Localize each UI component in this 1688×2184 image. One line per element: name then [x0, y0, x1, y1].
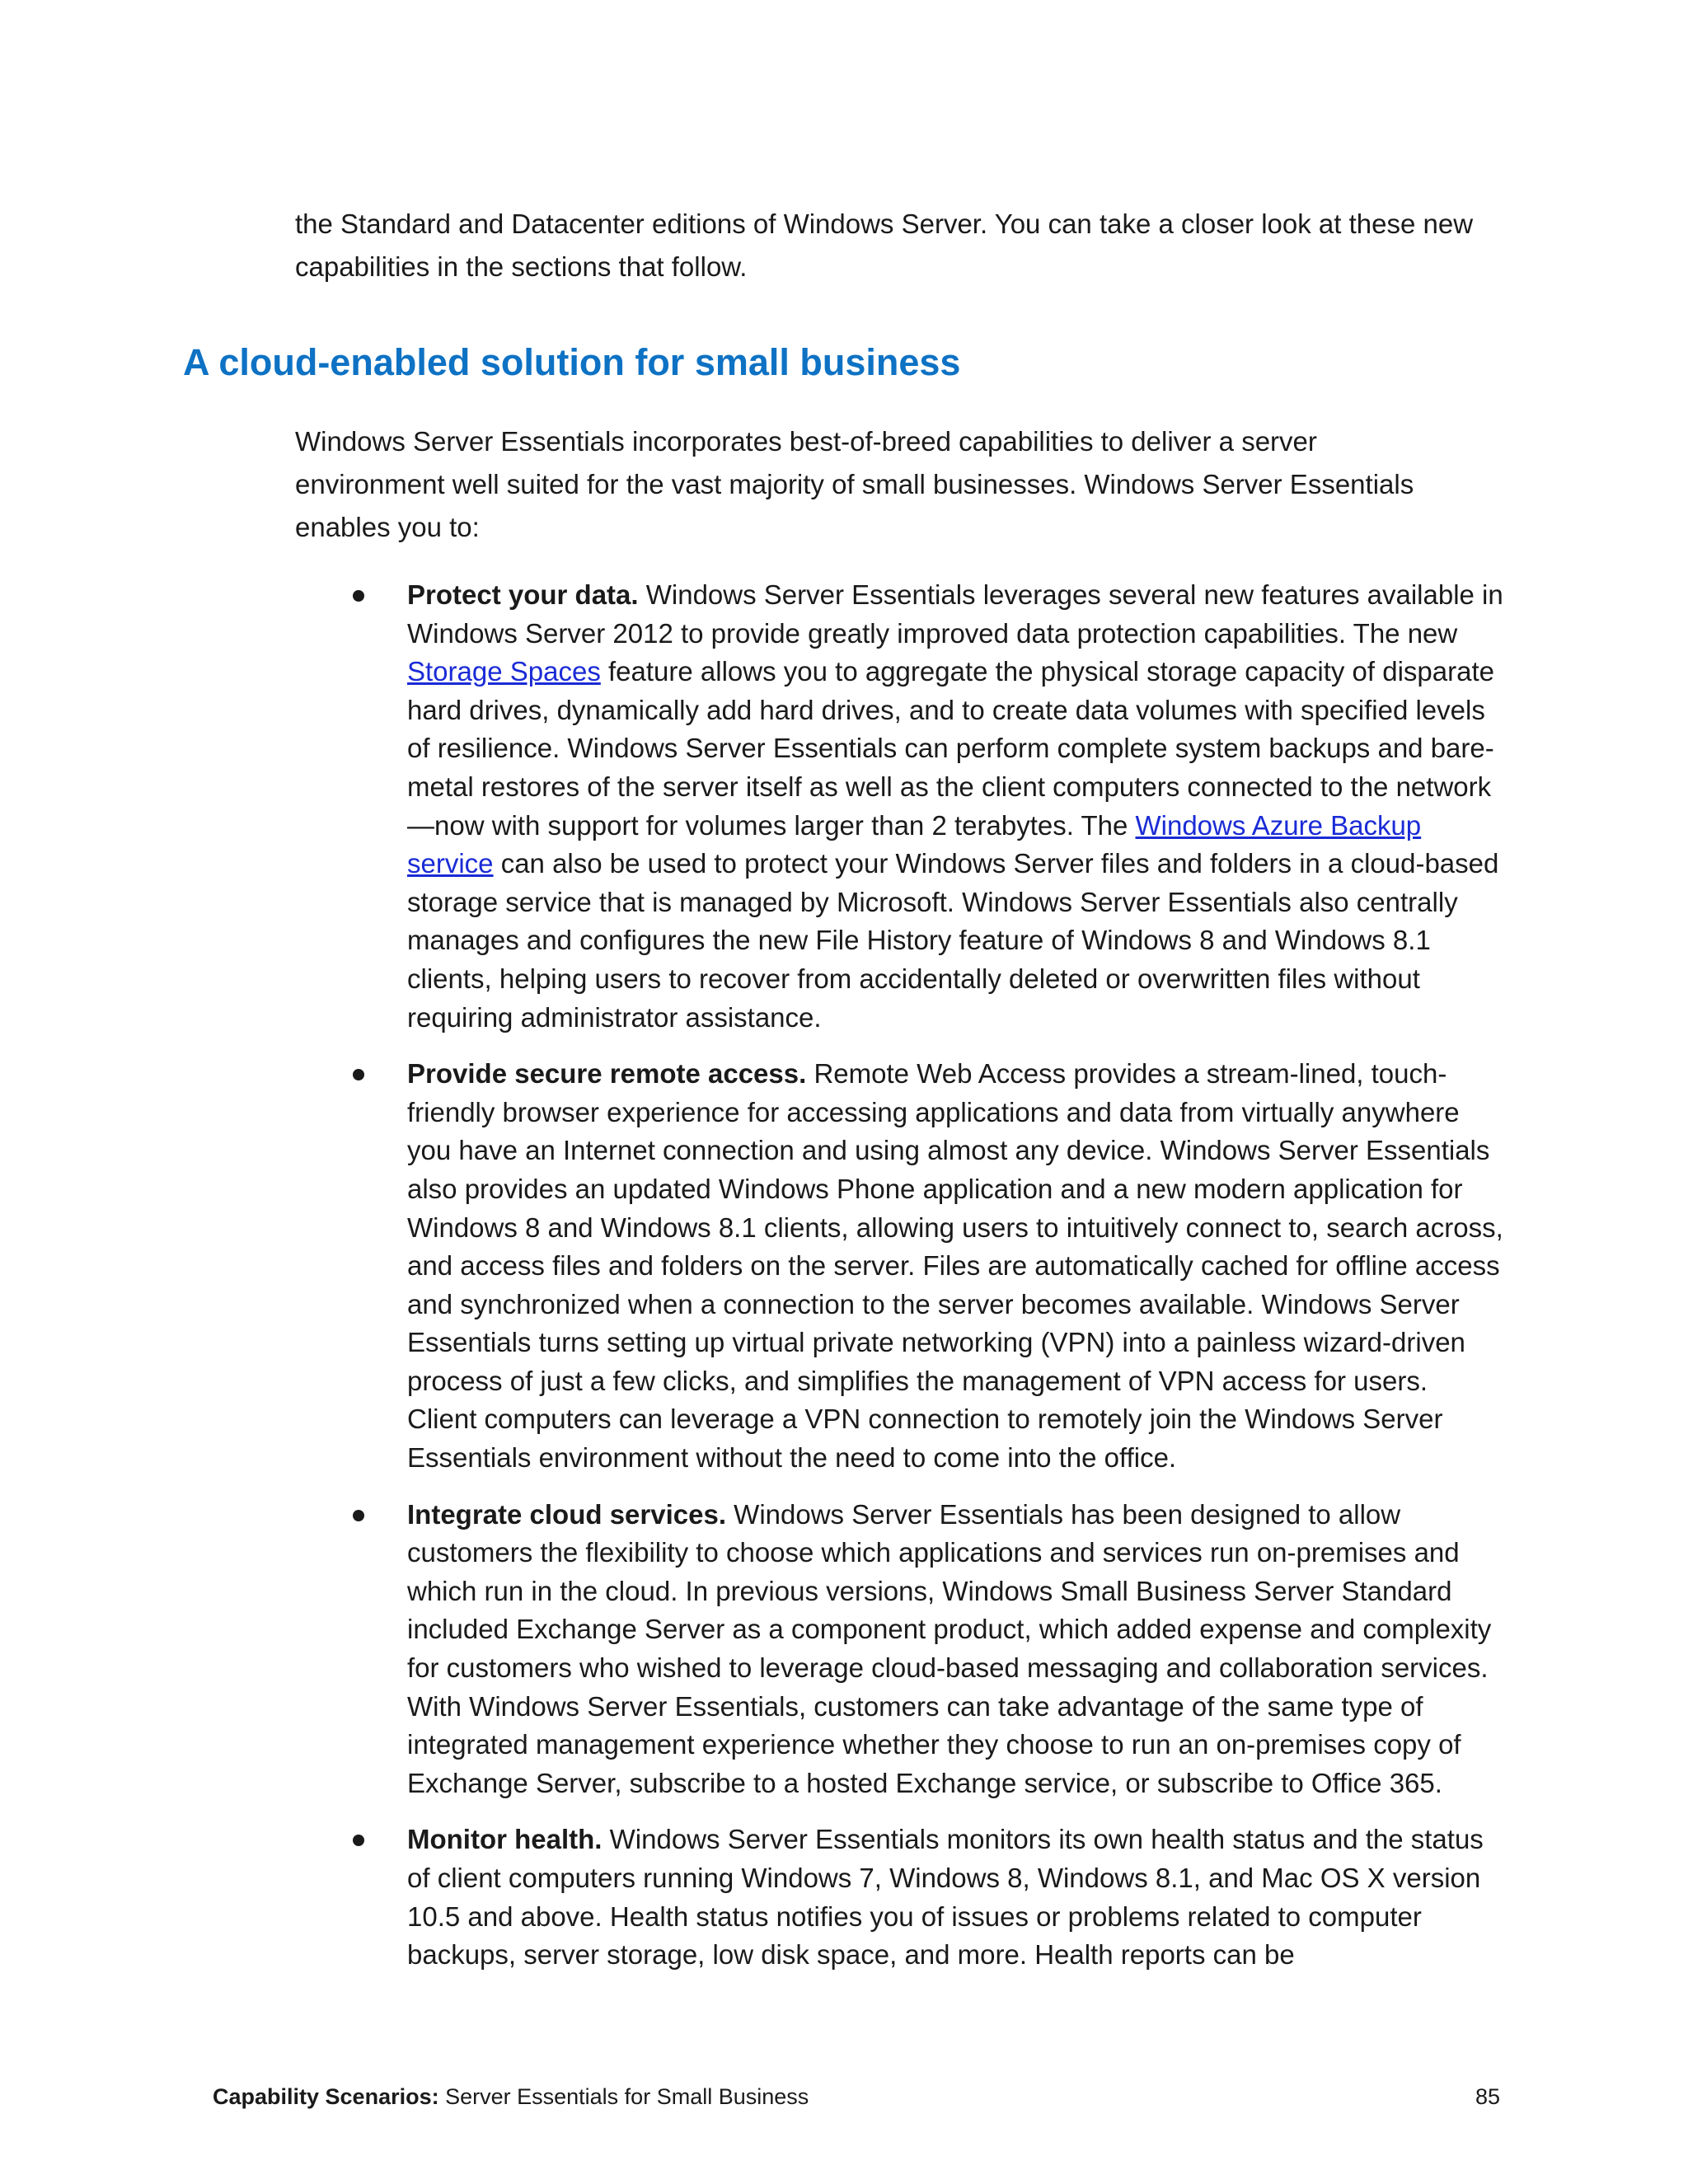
- bullet-dot-icon: [353, 1835, 364, 1846]
- bullet-item-remote-access: [407, 1055, 1503, 1478]
- footer-text: Server Essentials for Small Business: [438, 2084, 809, 2109]
- windows-azure-backup-link[interactable]: Windows Azure Backup service: [407, 809, 1422, 879]
- capability-bullet-list: [407, 576, 1503, 1993]
- bullet-dot-icon: [353, 1510, 364, 1521]
- bullet-text: Windows Server Essentials monitors its own health status and the status of client computers running Windows 7, Windows 8, Windows 8.1, and Mac OS X version 10.5 and above. Health status notifies you of issues or problems related to computer backups, server storage, low disk space, and more. Health reports can be: [407, 1824, 1484, 1971]
- footer-label: Capability Scenarios:: [213, 2084, 439, 2109]
- bullet-dot-icon: [353, 1069, 364, 1080]
- bullet-text: Remote Web Access provides a stream-lined, touch-friendly browser experience for accessing applications and data from virtually anywhere you have an Internet connection and using almost any device. Windows Server Essentials also provides an updated Windows Phone application and a new modern application for Windows 8 and Windows 8.1 clients, allowing users to intuitively connect to, search across, and access files and folders on the server. Files are automatically cached for offline access and synchronized when a connection to the server becomes available. Windows Server Essentials turns setting up virtual private networking (VPN) into a painless wizard-driven process of just a few clicks, and simplifies the management of VPN access for users. Client computers can leverage a VPN connection to remotely join the Windows Server Essentials environment without the need to come into the office.: [407, 1058, 1503, 1474]
- bullet-text: Windows Server Essentials has been designed to allow customers the flexibility to choose which applications and services run on-premises and which run in the cloud. In previous versions, Windows Small Business Server Standard included Exchange Server as a component product, which added expense and complexity for customers who wished to leverage cloud-based messaging and collaboration services. With Windows Server Essentials, customers can take advantage of the same type of integrated management experience whether they choose to run an on-premises copy of Exchange Server, subscribe to a hosted Exchange service, or subscribe to Office 365.: [407, 1498, 1492, 1798]
- page-footer: [213, 2082, 809, 2111]
- bullet-title: Provide secure remote access.: [407, 1058, 807, 1090]
- bullet-title: Integrate cloud services.: [407, 1498, 726, 1530]
- section-heading: A cloud-enabled solution for small business: [183, 341, 961, 383]
- bullet-item-protect-data: [407, 576, 1503, 1037]
- page-number: 85: [1475, 2084, 1501, 2109]
- bullet-text: can also be used to protect your Windows Server files and folders in a cloud-based storage service that is managed by Microsoft. Windows Server Essentials also centrally manages and configures the new File History feature of Windows 8 and Windows 8.1 clients, helping users to recover from accidentally deleted or overwritten files without requiring administrator assistance.: [407, 848, 1499, 1033]
- bullet-dot-icon: [353, 590, 364, 602]
- bullet-text: feature allows you to aggregate the physical storage capacity of disparate hard drives, dynamically add hard drives, and to create data volumes with specified levels of resilience. Windows Server Essentials can perform complete system backups and bare-metal restores of the server itself as well as the client computers connected to the network—now with support for volumes larger than 2 terabytes. The: [407, 656, 1494, 841]
- section-lead-paragraph: Windows Server Essentials incorporates best-of-breed capabilities to deliver a server environment well suited for the vast majority of small businesses. Windows Server Essentials enables you to:: [295, 426, 1414, 542]
- bullet-item-monitor-health: [407, 1821, 1503, 1974]
- bullet-item-cloud-services: [407, 1496, 1503, 1803]
- bullet-title: Protect your data.: [407, 579, 639, 610]
- bullet-text: Windows Server Essentials leverages several new features available in Windows Server 2012 to provide greatly improved data protection capabilities. The new: [407, 579, 1503, 649]
- bullet-title: Monitor health.: [407, 1824, 603, 1855]
- intro-paragraph: the Standard and Datacenter editions of Windows Server. You can take a closer look at these new capabilities in the sections that follow.: [295, 209, 1474, 282]
- storage-spaces-link[interactable]: Storage Spaces: [407, 656, 601, 687]
